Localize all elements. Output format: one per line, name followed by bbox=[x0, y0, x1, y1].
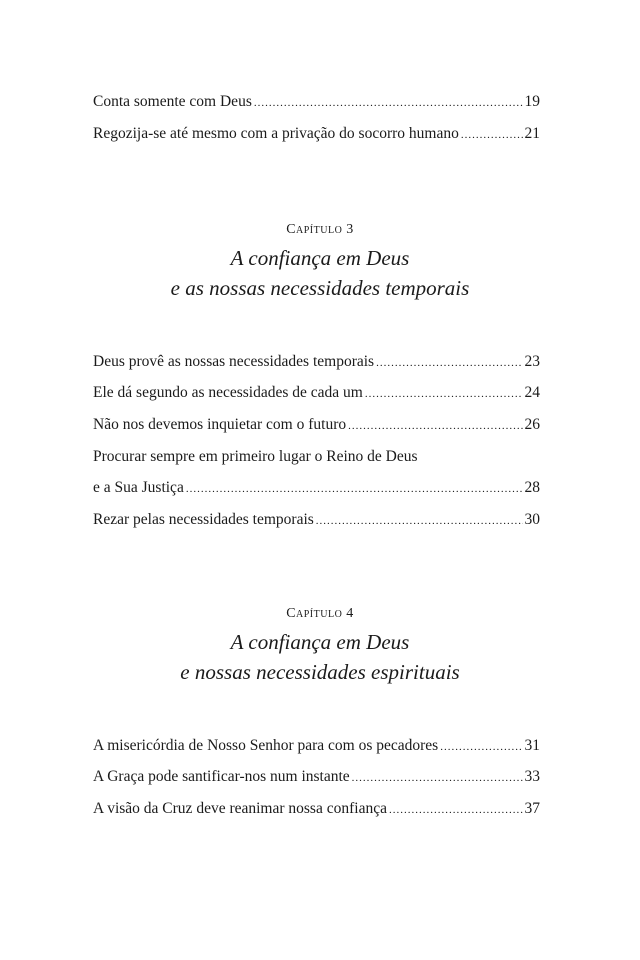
dot-leader bbox=[348, 416, 522, 436]
toc-entry-title: Regozija-se até mesmo com a privação do socorro humano bbox=[93, 125, 459, 142]
toc-entry[interactable] bbox=[93, 92, 540, 112]
dot-leader bbox=[352, 768, 523, 788]
toc-entry[interactable] bbox=[93, 352, 540, 372]
toc-entry-title: Não nos devemos inquietar com o futuro bbox=[93, 416, 347, 433]
toc-entry-title: A visão da Cruz deve reanimar nossa confiança bbox=[93, 800, 387, 817]
toc-entry[interactable] bbox=[93, 124, 540, 144]
toc-entry-title: e a Sua Justiça bbox=[93, 479, 184, 496]
toc-entry[interactable] bbox=[93, 736, 540, 756]
dot-leader bbox=[461, 125, 523, 145]
chapter-title-line: A confiança em Deus bbox=[230, 246, 410, 270]
toc-entry[interactable] bbox=[93, 799, 540, 819]
toc-page-number: 21 bbox=[524, 125, 540, 142]
toc-entry-title-line[interactable]: Procurar sempre em primeiro lugar o Reino de Deus bbox=[93, 448, 418, 465]
dot-leader bbox=[254, 93, 523, 113]
chapter-label: Capítulo 4 bbox=[286, 606, 354, 621]
toc-entry[interactable] bbox=[93, 767, 540, 787]
toc-entry-title: Conta somente com Deus bbox=[93, 93, 252, 110]
dot-leader bbox=[186, 479, 523, 499]
toc-entry-title: Deus provê as nossas necessidades temporais bbox=[93, 353, 375, 370]
chapter-title-line: A confiança em Deus bbox=[230, 630, 410, 654]
toc-entry[interactable] bbox=[93, 478, 540, 498]
dot-leader bbox=[316, 511, 523, 531]
toc-entry[interactable] bbox=[93, 415, 540, 435]
toc-page-number: 28 bbox=[524, 479, 540, 496]
toc-entry-title: A Graça pode santificar-nos num instante bbox=[93, 768, 350, 785]
toc-page-number: 19 bbox=[524, 93, 540, 110]
toc-page-number: 23 bbox=[524, 353, 540, 370]
toc-page-number: 24 bbox=[524, 384, 540, 401]
toc-entry-title: Ele dá segundo as necessidades de cada um bbox=[93, 384, 363, 401]
chapter-label: Capítulo 3 bbox=[286, 222, 354, 237]
chapter-title-line: e as nossas necessidades temporais bbox=[170, 276, 470, 300]
dot-leader bbox=[440, 737, 522, 757]
dot-leader bbox=[365, 384, 523, 404]
toc-entry[interactable] bbox=[93, 383, 540, 403]
toc-entry-title: A misericórdia de Nosso Senhor para com os pecadores bbox=[93, 737, 439, 754]
toc-page-number: 31 bbox=[524, 737, 540, 754]
toc-page-number: 26 bbox=[524, 416, 540, 433]
chapter-title-line: e nossas necessidades espirituais bbox=[180, 660, 460, 684]
dot-leader bbox=[376, 353, 522, 373]
toc-page-number: 30 bbox=[524, 511, 540, 528]
toc-entry-title: Rezar pelas necessidades temporais bbox=[93, 511, 314, 528]
toc-page-number: 37 bbox=[524, 800, 540, 817]
toc-page-number: 33 bbox=[524, 768, 540, 785]
toc-entry[interactable] bbox=[93, 510, 540, 530]
dot-leader bbox=[389, 800, 523, 820]
